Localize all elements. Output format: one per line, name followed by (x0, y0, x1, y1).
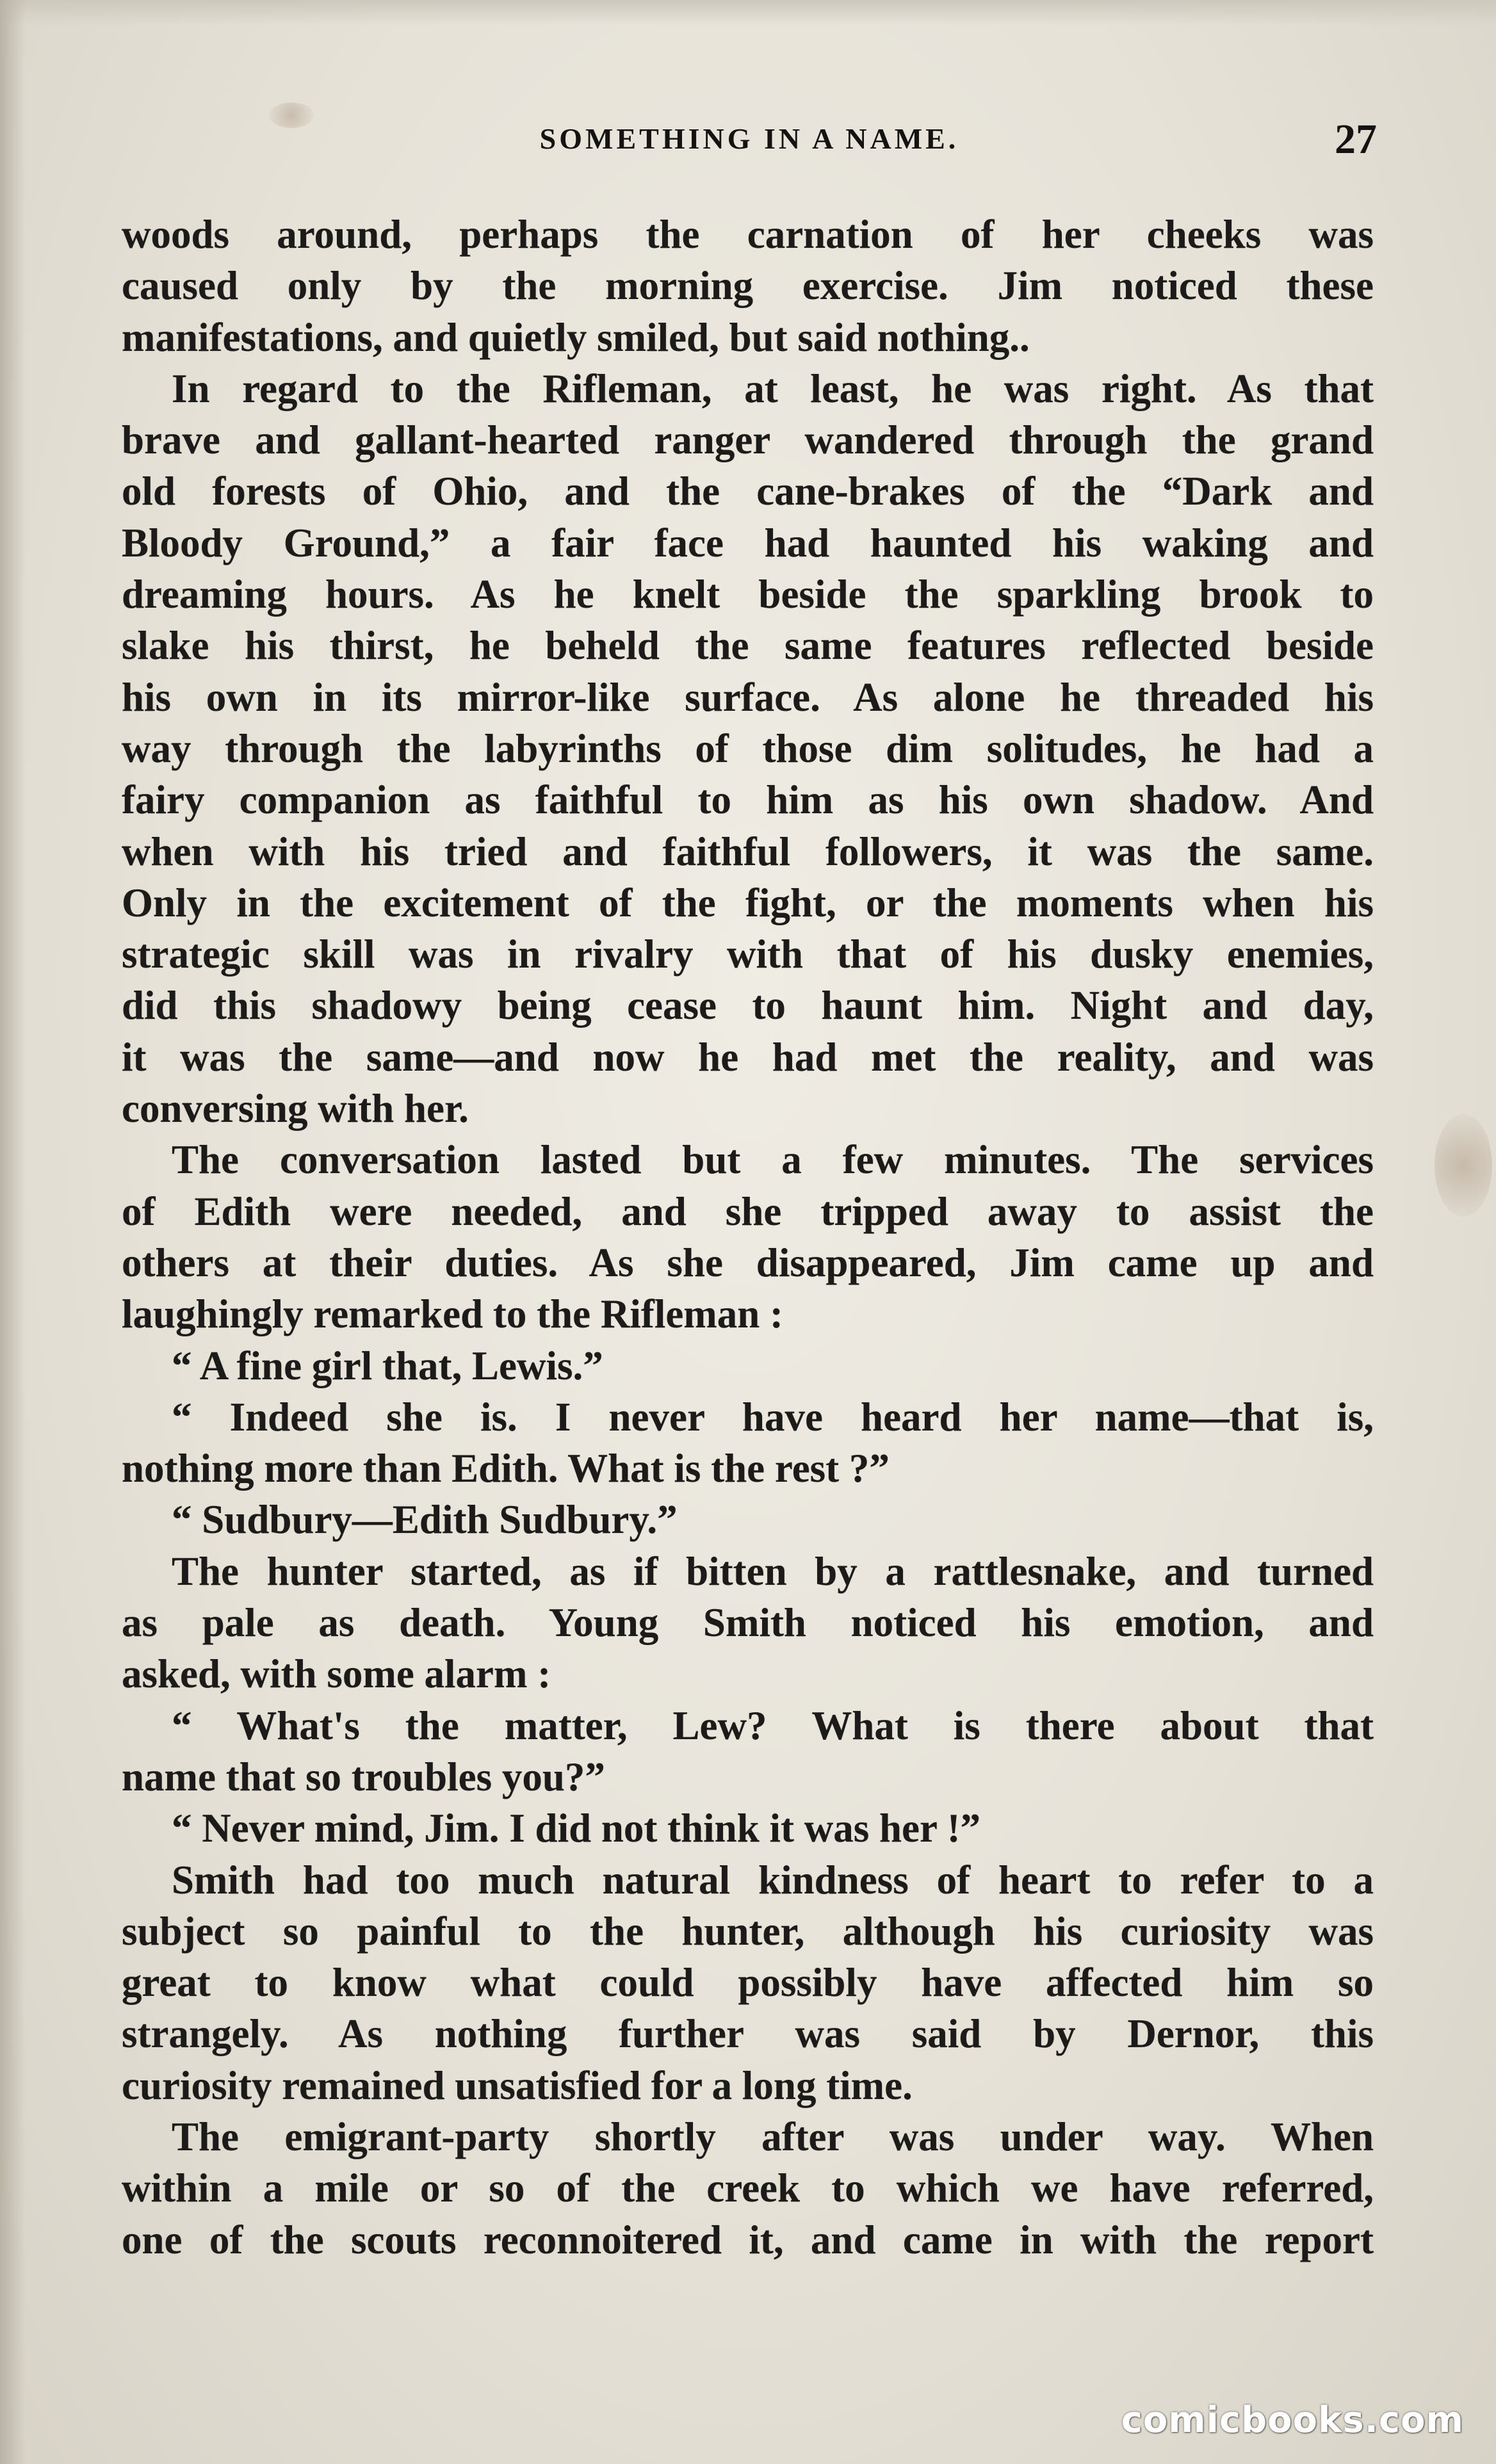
text-line: conversing with her. (122, 1086, 469, 1131)
text-line: did this shadowy being cease to haunt him. Night and day, (122, 983, 1374, 1028)
text-line: old forests of Ohio, and the cane-brakes of the “Dark and (122, 469, 1374, 514)
text-line: Only in the excitement of the fight, or the moments when his (122, 880, 1374, 925)
page-top-shadow (0, 0, 1496, 26)
text-line: “ Indeed she is. I never have heard her name—that is, (172, 1394, 1374, 1439)
text-line: manifestations, and quietly smiled, but said nothing.. (122, 314, 1030, 360)
text-line: slake his thirst, he beheld the same features reflected beside (122, 623, 1374, 669)
text-line: name that so troubles you?” (122, 1754, 605, 1799)
text-line: brave and gallant-hearted ranger wandered through the grand (122, 417, 1374, 463)
text-line: “ What's the matter, Lew? What is there about that (172, 1703, 1374, 1748)
text-line: way through the labyrinths of those dim solitudes, he had a (122, 725, 1374, 771)
stain-spot (1435, 1114, 1492, 1217)
text-line: “ Never mind, Jim. I did not think it was her !” (172, 1806, 981, 1851)
text-line: woods around, perhaps the carnation of her cheeks was (122, 212, 1374, 257)
text-line: asked, with some alarm : (122, 1651, 551, 1697)
text-line: subject so painful to the hunter, although his curiosity was (122, 1908, 1374, 1954)
text-line: fairy companion as faithful to him as his own shadow. And (122, 777, 1374, 823)
text-line: The conversation lasted but a few minutes. The services (172, 1137, 1374, 1183)
text-line: others at their duties. As she disappeared, Jim came up and (122, 1240, 1374, 1285)
text-line: Smith had too much natural kindness of heart to refer to a (172, 1857, 1374, 1902)
text-line: In regard to the Rifleman, at least, he was right. As that (172, 366, 1374, 411)
text-line: nothing more than Edith. What is the rest ?” (122, 1446, 890, 1491)
text-line: when with his tried and faithful followers, it was the same. (122, 829, 1374, 874)
text-line: great to know what could possibly have affected him so (122, 1960, 1374, 2006)
body-text (122, 209, 1374, 2265)
text-line: as pale as death. Young Smith noticed his emotion, and (122, 1600, 1374, 1646)
text-line: strategic skill was in rivalry with that of his dusky enemies, (122, 932, 1374, 977)
text-line: The emigrant-party shortly after was under way. When (172, 2114, 1374, 2159)
running-head: SOMETHING IN A NAME. (539, 122, 959, 155)
text-line: it was the same—and now he had met the reality, and was (122, 1034, 1374, 1080)
page-header (122, 115, 1377, 166)
watermark: comicbooks.com (1121, 2399, 1464, 2441)
text-line: laughingly remarked to the Rifleman : (122, 1292, 784, 1337)
text-line: “ A fine girl that, Lewis.” (172, 1343, 603, 1388)
text-line: curiosity remained unsatisfied for a long time. (122, 2063, 913, 2108)
text-line: caused only by the morning exercise. Jim noticed these (122, 263, 1374, 309)
text-line: “ Sudbury—Edith Sudbury.” (172, 1497, 678, 1543)
text-line: his own in its mirror-like surface. As alone he threaded his (122, 674, 1374, 720)
text-line: Bloody Ground,” a fair face had haunted his waking and (122, 520, 1374, 565)
text-line: of Edith were needed, and she tripped away to assist the (122, 1188, 1374, 1234)
text-line: strangely. As nothing further was said by Dernor, this (122, 2011, 1374, 2057)
page-number: 27 (1335, 116, 1377, 163)
page-left-shadow (0, 0, 26, 2464)
text-line: The hunter started, as if bitten by a rattlesnake, and turned (172, 1548, 1374, 1594)
text-line: dreaming hours. As he knelt beside the sparkling brook to (122, 572, 1374, 617)
text-line: within a mile or so of the creek to which we have referred, (122, 2166, 1374, 2211)
text-line: one of the scouts reconnoitered it, and came in with the report (122, 2217, 1374, 2262)
